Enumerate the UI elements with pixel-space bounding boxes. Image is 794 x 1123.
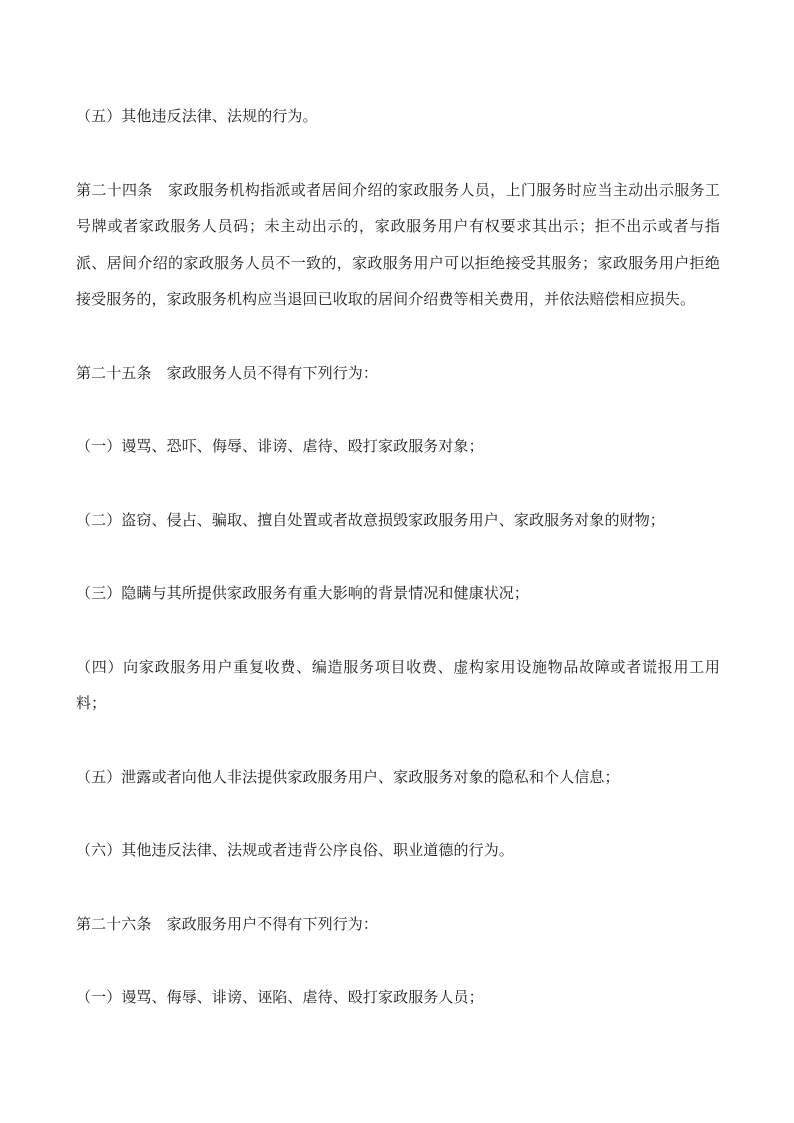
- paragraph-gap: [76, 612, 720, 649]
- paragraph-gap: [76, 135, 720, 172]
- document-body: [76, 98, 720, 1016]
- article-25-item-5: （五）泄露或者向他人非法提供家政服务用户、家政服务对象的隐私和个人信息；: [76, 767, 620, 786]
- paragraph-gap: [76, 318, 720, 355]
- paragraph-gap: [76, 538, 720, 575]
- article-26-item-1: （一）谩骂、侮辱、诽谤、诬陷、虐待、殴打家政服务人员；: [76, 988, 484, 1006]
- article-25-item-2: （二）盗窃、侵占、骗取、擅自处置或者故意损毁家政服务用户、家政服务对象的财物；: [76, 510, 665, 529]
- paragraph-gap: [76, 391, 720, 428]
- article-26-heading: 第二十六条 家政服务用户不得有下列行为：: [76, 914, 379, 933]
- article-25-item-6: （六）其他违反法律、法规或者违背公序良俗、职业道德的行为。: [76, 841, 514, 859]
- paragraph-gap: [76, 795, 720, 832]
- paragraph-gap: [76, 869, 720, 906]
- article-25-item-4: （四）向家政服务用户重复收费、编造服务项目收费、虚构家用设施物品故障或者谎报用工用料；: [76, 657, 720, 712]
- paragraph-gap: [76, 942, 720, 979]
- paragraph-gap: [76, 465, 720, 502]
- article-25-heading: 第二十五条 家政服务人员不得有下列行为：: [76, 363, 379, 382]
- paragraph-item-5-closing: （五）其他违反法律、法规的行为。: [76, 107, 318, 125]
- article-25-item-3: （三）隐瞒与其所提供家政服务有重大影响的背景情况和健康状况；: [76, 584, 530, 602]
- article-25-item-1: （一）谩骂、恐吓、侮辱、诽谤、虐待、殴打家政服务对象；: [76, 437, 484, 455]
- article-24: 第二十四条 家政服务机构指派或者居间介绍的家政服务人员，上门服务时应当主动出示服务工号牌或者家政服务人员码；未主动出示的，家政服务用户有权要求其出示；拒不出示或者与指派、居间介绍的家政服务人员不一致的，家政服务用户可以拒绝接受其服务；家政服务用户拒绝接受服务的，家政服务机构应当退回已收取的居间介绍费等相关费用，并依法赔偿相应损失。: [76, 180, 720, 308]
- paragraph-gap: [76, 722, 720, 759]
